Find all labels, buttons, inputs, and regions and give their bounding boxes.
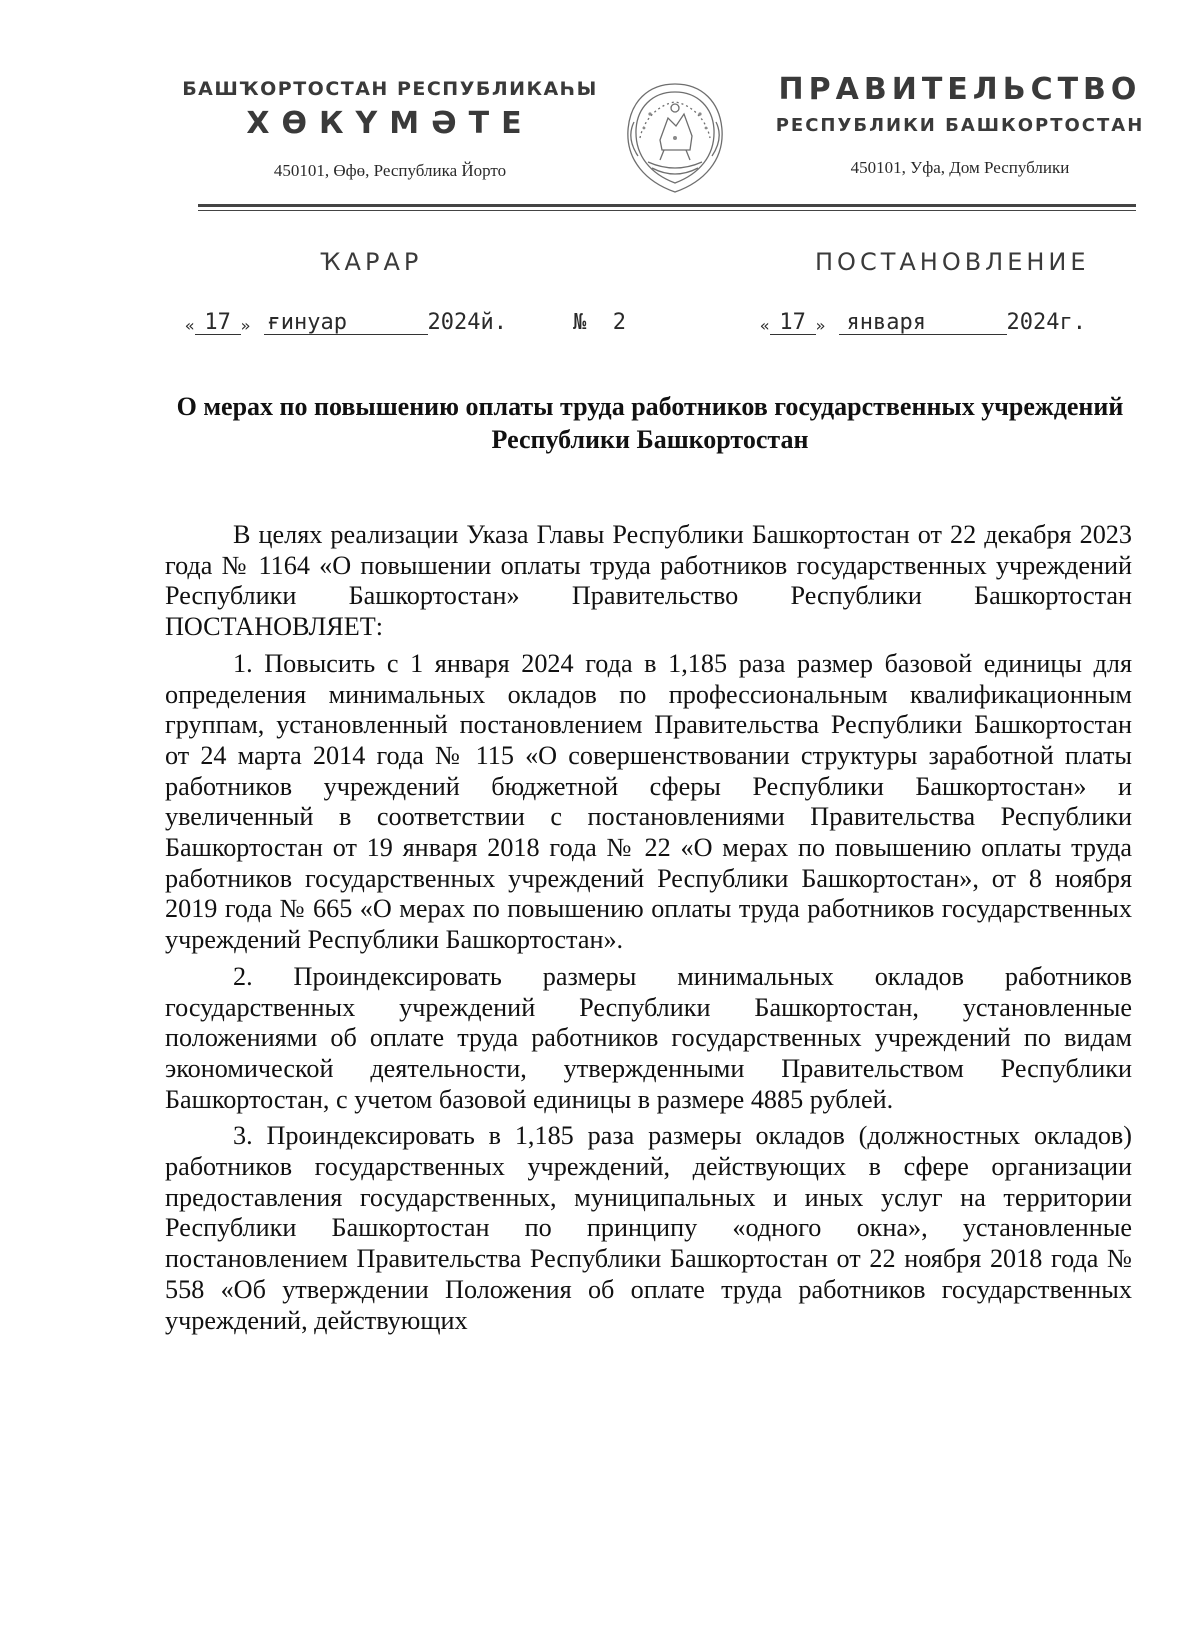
letterhead-left-address: 450101, Өфө, Республика Йорто (273, 161, 507, 180)
letterhead-divider-thin (198, 210, 1136, 211)
document-body (165, 520, 1132, 1336)
date-right-open-quote: « (760, 316, 770, 335)
letterhead-right (770, 72, 1150, 178)
number-value: 2 (612, 310, 626, 335)
date-right-close-quote: » (815, 316, 826, 335)
letterhead-right-address: 450101, Уфа, Дом Республики (850, 158, 1070, 177)
letterhead-left-republic: БАШҠОРТОСТАН РЕСПУБЛИКАҺЫ (182, 78, 598, 100)
document-number (573, 310, 626, 335)
date-left-day: 17 (195, 312, 241, 335)
date-right-month: января (839, 312, 1007, 335)
letterhead-divider-thick (198, 204, 1136, 207)
number-sign: № (573, 310, 587, 335)
date-left-open-quote: « (185, 316, 195, 335)
date-right-year: 2024г. (1006, 310, 1087, 335)
date-left-year: 2024й. (427, 310, 508, 335)
paragraph-item-3: 3. Проиндексировать в 1,185 раза размеры окладов (должностных окладов) работников государственных учреждений, действующих в сфере организации предоставления государственных, муниципальных и иных услуг на территории Республики Башкортостан по принципу «одного окна», установленные постановлением Правительства Республики Башкортостан от 22 ноября 2018 года № 558 «Об утверждении Положения об оплате труда работников государственных учреждений, действующих (165, 1121, 1132, 1335)
paragraph-item-1: 1. Повысить с 1 января 2024 года в 1,185 раза размер базовой единицы для определения минимальных окладов по профессиональным квалификационным группам, установленный постановлением Правительства Республики Башкортостан от 24 марта 2014 года № 115 «О совершенствовании структуры заработной платы работников учреждений бюджетной сферы Республики Башкортостан» и увеличенный в соответствии с постановлениями Правительства Республики Башкортостан от 19 января 2018 года № 22 «О мерах по повышению оплаты труда работников государственных учреждений Республики Башкортостан», от 8 ноября 2019 года № 665 «О мерах по повышению оплаты труда работников государственных учреждений Республики Башкортостан». (165, 648, 1132, 955)
letterhead-left-government: ХӨКҮМӘТЕ (246, 106, 534, 141)
date-left-close-quote: » (240, 316, 251, 335)
letterhead-right-government: ПРАВИТЕЛЬСТВО (778, 72, 1142, 107)
paragraph-preamble: В целях реализации Указа Главы Республики Башкортостан от 22 декабря 2023 года № 1164 «О повышении оплаты труда работников государственных учреждений Республики Башкортостан» Правительство Республики Башкортостан ПОСТАНОВЛЯЕТ: (165, 520, 1132, 642)
doc-kind-left: ҠАРАР (320, 248, 423, 276)
date-right (760, 310, 1086, 335)
letterhead-right-republic: РЕСПУБЛИКИ БАШКОРТОСТАН (775, 115, 1145, 136)
date-left-month: ғинуар (264, 312, 428, 335)
date-right-day: 17 (770, 312, 816, 335)
coat-of-arms-emblem-icon (620, 78, 730, 198)
document-title: О мерах по повышению оплаты труда работников государственных учреждений Республики Башкортостан (176, 392, 1124, 454)
doc-kind-right: ПОСТАНОВЛЕНИЕ (815, 248, 1090, 276)
date-left (185, 310, 507, 335)
letterhead-left (180, 78, 600, 181)
paragraph-item-2: 2. Проиндексировать размеры минимальных окладов работников государственных учреждений Республики Башкортостан, установленные положениями об оплате труда работников государственных учреждений по видам экономической деятельности, утвержденными Правительством Республики Башкортостан, с учетом базовой единицы в размере 4885 рублей. (165, 961, 1132, 1114)
